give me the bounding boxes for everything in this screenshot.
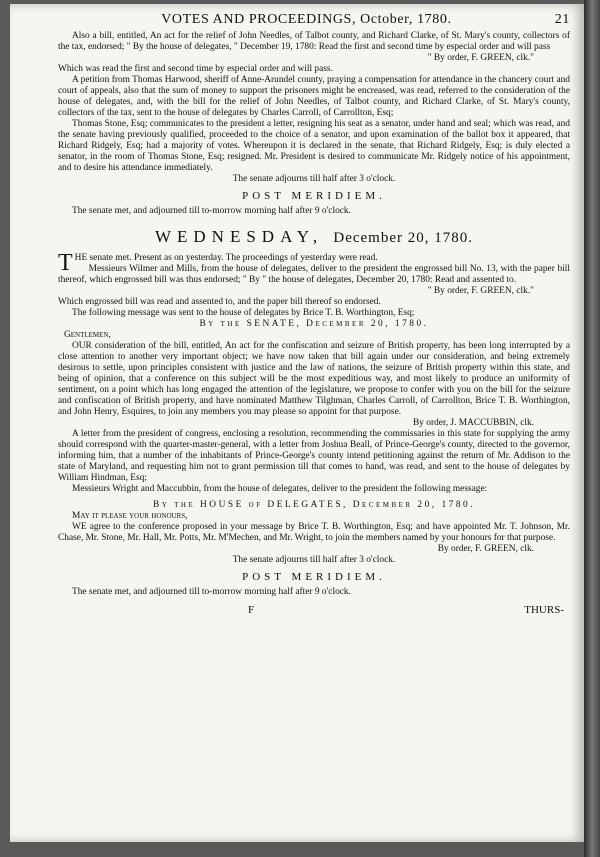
paragraph-petition: A petition from Thomas Harwood, sheriff of Anne-Arundel county, praying a compensation for attendance in the chancery court and court of appeals, also that the sum of money to support the prisoners might be encreased, was read, referred to the consideration of the house of delegates, and, with the bill for the relief of John Needles, of Talbot county, and Richard Clarke, of St. Mary's county, collectors of the tax, sent to the house of delegates by Charles Carroll, of Carrollton, Esq; [58, 75, 570, 118]
order-signature: " By order, F. GREEN, clk." [427, 53, 534, 63]
paragraph-resignation: Thomas Stone, Esq; communicates to the president a letter, resigning his seat as a senator, under hand and seal; which was read, and the senate having previously qualified, proceeded to the choice of a senator, and upon examination of the ballot box it appeared, that Richard Ridgely, Esq; had a majority of votes. Whereupon it is declared in the senate, that Richard Ridgely, Esq; is duly elected a senator, in the room of Thomas Stone, Esq; resigned. Mr. President is desired to communicate Mr. Ridgely notice of his appointment, and to desire his attendance immediately. [58, 119, 570, 173]
post-meridiem-text: The senate met, and adjourned till to-morrow morning half after 9 o'clock. [72, 206, 351, 216]
message-body: OUR consideration of the bill, entitled, An act for the confiscation and seizure of British property, has been long interrupted by a close attention to another very important object; we have now taken that bill again under our consideration, and being extremely desirous to settle, upon principles consistent with justice and the law of nations, the seizure of British property within this state, and being of opinion, that a conference on this subject will be the most expeditious way, and most likely to produce an uniformity of sentiment, on a point which has long engaged the attention of the legislature, we propose to confer with you on the bill for the seizure and confiscation of British property, and have nominated Matthew Tilghman, Charles Carroll, of Carrollton, Brice T. B. Worthington, and John Henry, Esquires, to join any members you may please so appoint for that purpose. [58, 341, 570, 417]
paragraph-wright-maccubbin: Messieurs Wright and Maccubbin, from the house of delegates, deliver to the president the following message: [72, 484, 488, 494]
weekday: WEDNESDAY, [154, 227, 324, 246]
paragraph-read: Which was read the first and second time by especial order and will pass. [58, 64, 333, 74]
drop-cap: T [58, 250, 73, 276]
adjourn-note-2: The senate adjourns till half after 3 o'clock. [232, 555, 396, 565]
page-edge [584, 0, 600, 857]
message2-heading: By the HOUSE of DELEGATES, December 20, 1780. [152, 500, 476, 510]
message-heading: By the SENATE, December 20, 1780. [199, 319, 429, 329]
paragraph-engrossed-bill: Messieurs Wilmer and Mills, from the house of delegates, deliver to the president the engrossed bill No. 13, with the paper bill thereof, which engrossed bill was thus endorsed; " By " the house of delegates, December 20, 1780: Read and assented to. [58, 264, 570, 285]
catchword: THURS- [524, 604, 564, 616]
paragraph-senate-met: THE senate met. Present as on yesterday. The proceedings of yesterday were read. [58, 250, 378, 276]
page-footer [58, 604, 570, 616]
paragraph-bill-needles: Also a bill, entitled, An act for the relief of John Needles, of Talbot county, and Richard Clarke, of St. Mary's county, collectors of the tax, endorsed; " By the house of delegates, " December 19, 1780: Read the first and second time by especial order and will pass [58, 31, 570, 52]
message2-signature: By order, F. GREEN, clk. [437, 544, 534, 554]
paragraph-congress-letter: A letter from the president of congress, enclosing a resolution, recommending the commissaries in this state for supplying the army should correspond with the quarter-master-general, with a letter from Joshua Beall, of Prince-George's county, directed to the governor, informing him, that a number of the inhabitants of Prince-George's county intend petitioning against the return of Mr. Addison to the state of Maryland, and requesting him not to grant permission till that comes to hand, was read, and sent to the house of delegates by William Hindman, Esq; [58, 429, 570, 483]
message2-body: WE agree to the conference proposed in your message by Brice T. B. Worthington, Esq; and have appointed Mr. T. Johnson, Mr. Chase, Mr. Stone, Mr. Hall, Mr. Potts, Mr. M'Mechen, and Mr. Wright, to join the members named by your honours for that purpose. [58, 522, 570, 543]
salutation-2: May it please your honours, [72, 511, 188, 521]
document-page [10, 4, 584, 842]
post-meridiem-text-2: The senate met, and adjourned till to-morrow morning half after 9 o'clock. [72, 587, 351, 597]
post-meridiem-heading-2: POST MERIDIEM. [242, 571, 386, 583]
page-header [58, 12, 570, 28]
signature-mark: F [248, 604, 255, 616]
running-title: VOTES AND PROCEEDINGS, October, 1780. [161, 12, 452, 27]
day-heading [58, 227, 570, 247]
page-content [58, 12, 570, 616]
order-signature-2: " By order, F. GREEN, clk." [427, 286, 534, 296]
paragraph-message-sent: The following message was sent to the house of delegates by Brice T. B. Worthington, Esq; [72, 308, 415, 318]
paragraph-assented: Which engrossed bill was read and assented to, and the paper bill thereof so endorsed. [58, 297, 381, 307]
message-signature: By order, J. MACCUBBIN, clk. [413, 418, 534, 428]
adjourn-note: The senate adjourns till half after 3 o'clock. [232, 174, 396, 184]
post-meridiem-heading: POST MERIDIEM. [242, 190, 386, 202]
page-number: 21 [554, 12, 570, 27]
salutation: Gentlemen, [64, 330, 111, 340]
day-date: December 20, 1780. [333, 230, 474, 246]
